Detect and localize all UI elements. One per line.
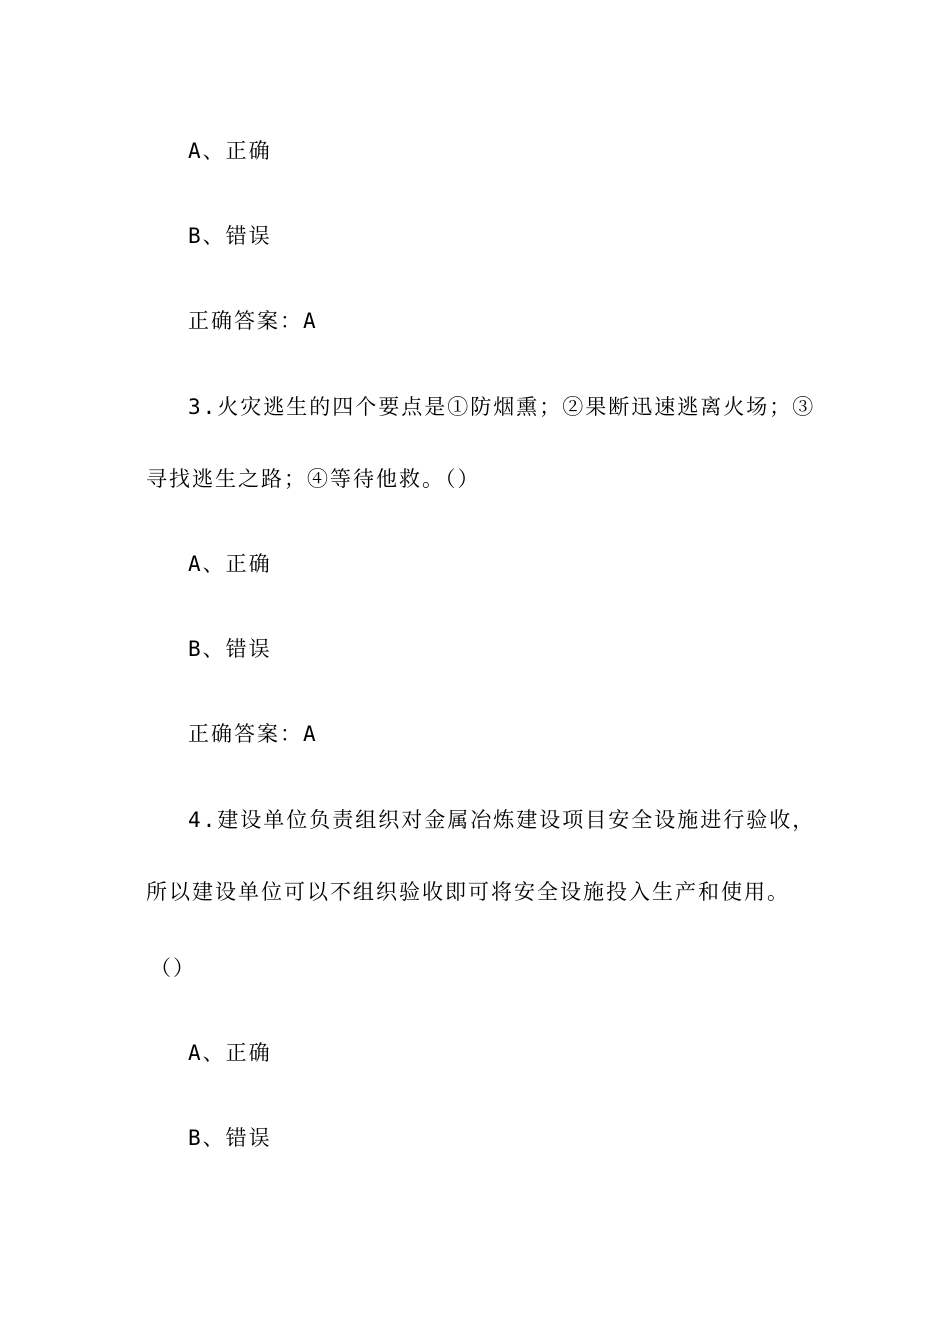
q2-option-a: A、正确 [188, 139, 272, 163]
q2-answer: 正确答案：A [188, 309, 318, 333]
q3-option-b: B、错误 [188, 637, 272, 661]
q3-option-a: A、正确 [188, 552, 272, 576]
q3-answer: 正确答案：A [188, 722, 318, 746]
q4-stem-line-3: （） [150, 956, 196, 980]
q4-stem-line-2: 所以建设单位可以不组织验收即可将安全设施投入生产和使用。 [146, 880, 790, 904]
q3-stem-line-2: 寻找逃生之路；④等待他救。（） [146, 467, 481, 491]
q4-option-b: B、错误 [188, 1126, 272, 1150]
q4-option-a: A、正确 [188, 1041, 272, 1065]
q2-option-b: B、错误 [188, 224, 272, 248]
q3-stem-line-1: 3.火灾逃生的四个要点是①防烟熏；②果断迅速逃离火场；③ [188, 395, 816, 419]
q4-stem-line-1: 4.建设单位负责组织对金属冶炼建设项目安全设施进行验收， [188, 808, 816, 832]
